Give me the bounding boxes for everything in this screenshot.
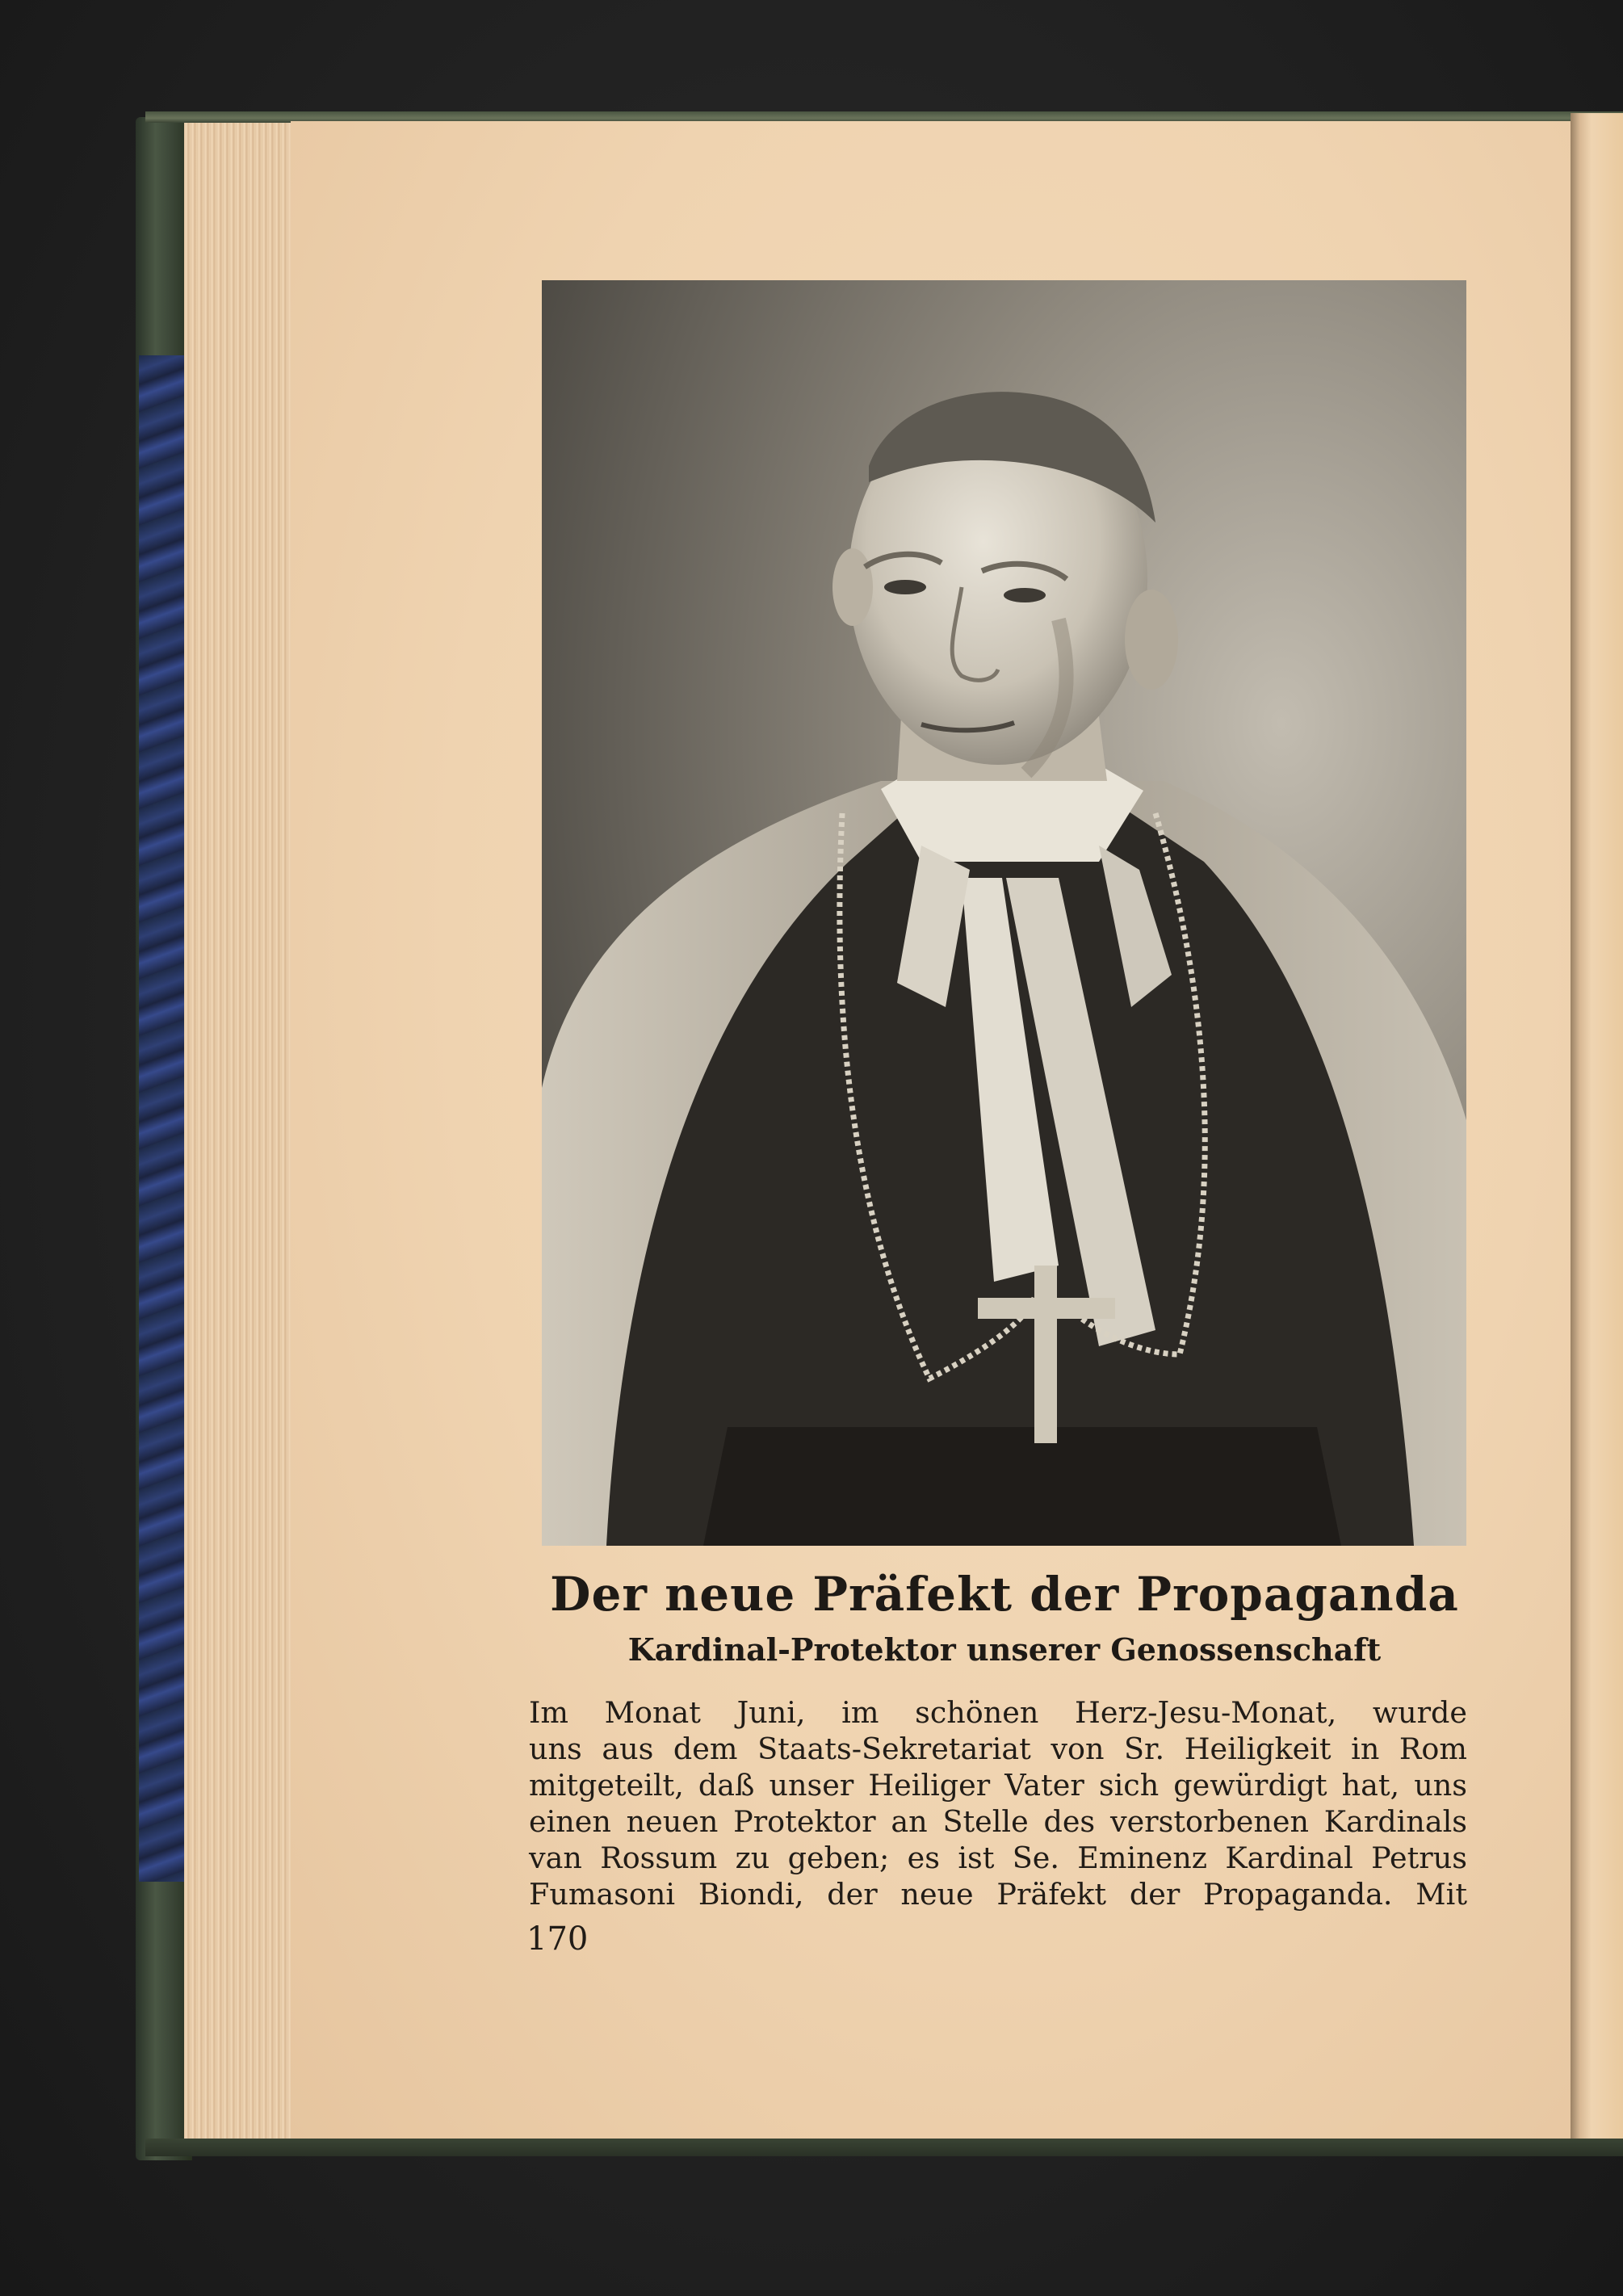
body-line: uns aus dem Staats-Sekretariat von Sr. Heiligkeit in Rom [529, 1731, 1467, 1766]
body-line: Im Monat Juni, im schönen Herz-Jesu-Monat, wurde [529, 1695, 1467, 1730]
article-title: Der neue Präfekt der Propaganda [550, 1567, 1459, 1622]
body-line: Fumasoni Biondi, der neue Präfekt der Propaganda. Mit [529, 1877, 1467, 1912]
book-bottom-edge [145, 2139, 1623, 2156]
body-line: einen neuen Protektor an Stelle des verstorbenen Kardinals [529, 1804, 1467, 1839]
article-subtitle: Kardinal-Protektor unserer Genossenschaft [627, 1631, 1382, 1668]
body-line: van Rossum zu geben; es ist Se. Eminenz Kardinal Petrus [529, 1841, 1467, 1875]
article-body [529, 1694, 1467, 1912]
page-number: 170 [526, 1920, 589, 1958]
next-page-gutter [1571, 113, 1623, 2148]
page-edges-stack [184, 123, 297, 2142]
portrait-photograph [542, 280, 1466, 1546]
body-line: mitgeteilt, daß unser Heiliger Vater sich gewürdigt hat, uns [529, 1768, 1467, 1803]
marbled-cover-paper [139, 355, 187, 1882]
